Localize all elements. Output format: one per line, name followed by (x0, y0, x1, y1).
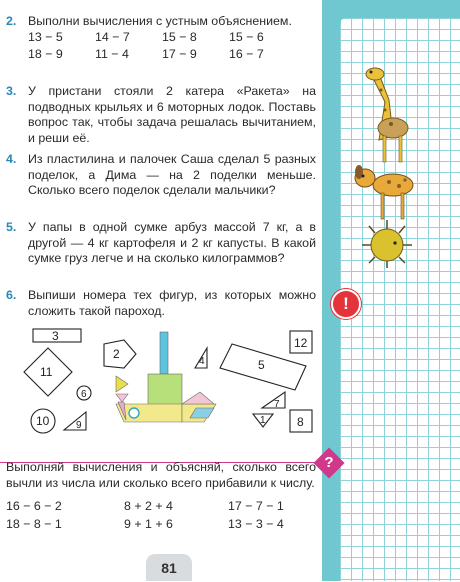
figure-9 (64, 412, 86, 430)
figure-label: 6 (81, 389, 87, 400)
task-text: Выполни вычисления с устным объяснением. (28, 14, 292, 28)
figure-label: 1 (260, 415, 266, 426)
giraffe-drawing (366, 68, 408, 162)
figure-label: 9 (76, 420, 82, 431)
steamboat-drawing (116, 332, 216, 422)
task-text: Из пластилина и палочек Саша сделал 5 разных поделок, а Дима — на 2 поделки меньше. Сколько всего поделок сделали мальчики? (28, 152, 316, 198)
expression: 15 − 8 (162, 29, 197, 44)
question-task (6, 460, 316, 532)
expression: 8 + 2 + 4 (124, 499, 173, 514)
task-6 (6, 288, 316, 319)
expression: 16 − 7 (229, 47, 264, 62)
expression: 14 − 7 (95, 29, 130, 44)
figure-label: 7 (274, 399, 280, 410)
task-number: 5. (6, 220, 17, 234)
hedgehog-drawing (362, 220, 412, 268)
dog-drawing (355, 165, 413, 219)
task-number: 2. (6, 14, 17, 28)
expression: 13 − 3 − 4 (228, 516, 284, 531)
task-text: У папы в одной сумке арбуз массой 7 кг, а в другой — 4 кг картофеля и 2 кг капусты. В какой сумке груз легче и на сколько килограммов? (28, 220, 316, 266)
task-3 (6, 84, 316, 146)
question-icon: ? (324, 454, 334, 471)
expression: 13 − 5 (28, 29, 63, 44)
expression: 16 − 6 − 2 (6, 499, 62, 514)
expression: 15 − 6 (229, 29, 264, 44)
expression: 17 − 7 − 1 (228, 499, 284, 514)
task-number: 6. (6, 288, 17, 302)
task-5 (6, 220, 316, 267)
figure-label: 8 (297, 415, 304, 429)
task-number: 4. (6, 152, 17, 166)
question-text: Выполняй вычисления и объясняй, сколько всего вычли из числа или сколько всего прибавили к числу. (6, 460, 316, 490)
task-text: Выпиши номера тех фигур, из которых можно сложить такой пароход. (28, 288, 316, 318)
expression: 17 − 9 (162, 47, 197, 62)
expression: 18 − 9 (28, 47, 63, 62)
figure-label: 2 (113, 347, 120, 361)
figure-label: 10 (36, 414, 50, 428)
figure-label: 3 (52, 329, 59, 343)
task-2 (6, 14, 316, 63)
figure-label: 11 (40, 365, 53, 379)
animal-illustrations (345, 60, 435, 270)
expression: 11 − 4 (95, 47, 129, 62)
task-4 (6, 152, 316, 199)
attention-icon: ! (331, 289, 361, 319)
page-number: 81 (146, 554, 192, 581)
figures-diagram (0, 322, 322, 442)
question-expression-grid (6, 499, 316, 532)
expression: 18 − 8 − 1 (6, 516, 62, 531)
figure-label: 12 (294, 336, 308, 350)
figure-label: 5 (258, 358, 265, 372)
figure-2 (104, 340, 136, 368)
figure-label: 4 (199, 356, 205, 367)
task-text: У пристани стояли 2 катера «Ракета» на подводных крыльях и 6 моторных лодок. Поставь вопрос так, чтобы задача решалась вычитанием, и реши её. (28, 84, 316, 145)
expression: 9 + 1 + 6 (124, 516, 173, 531)
task-number: 3. (6, 84, 17, 98)
expression-grid (28, 30, 316, 63)
